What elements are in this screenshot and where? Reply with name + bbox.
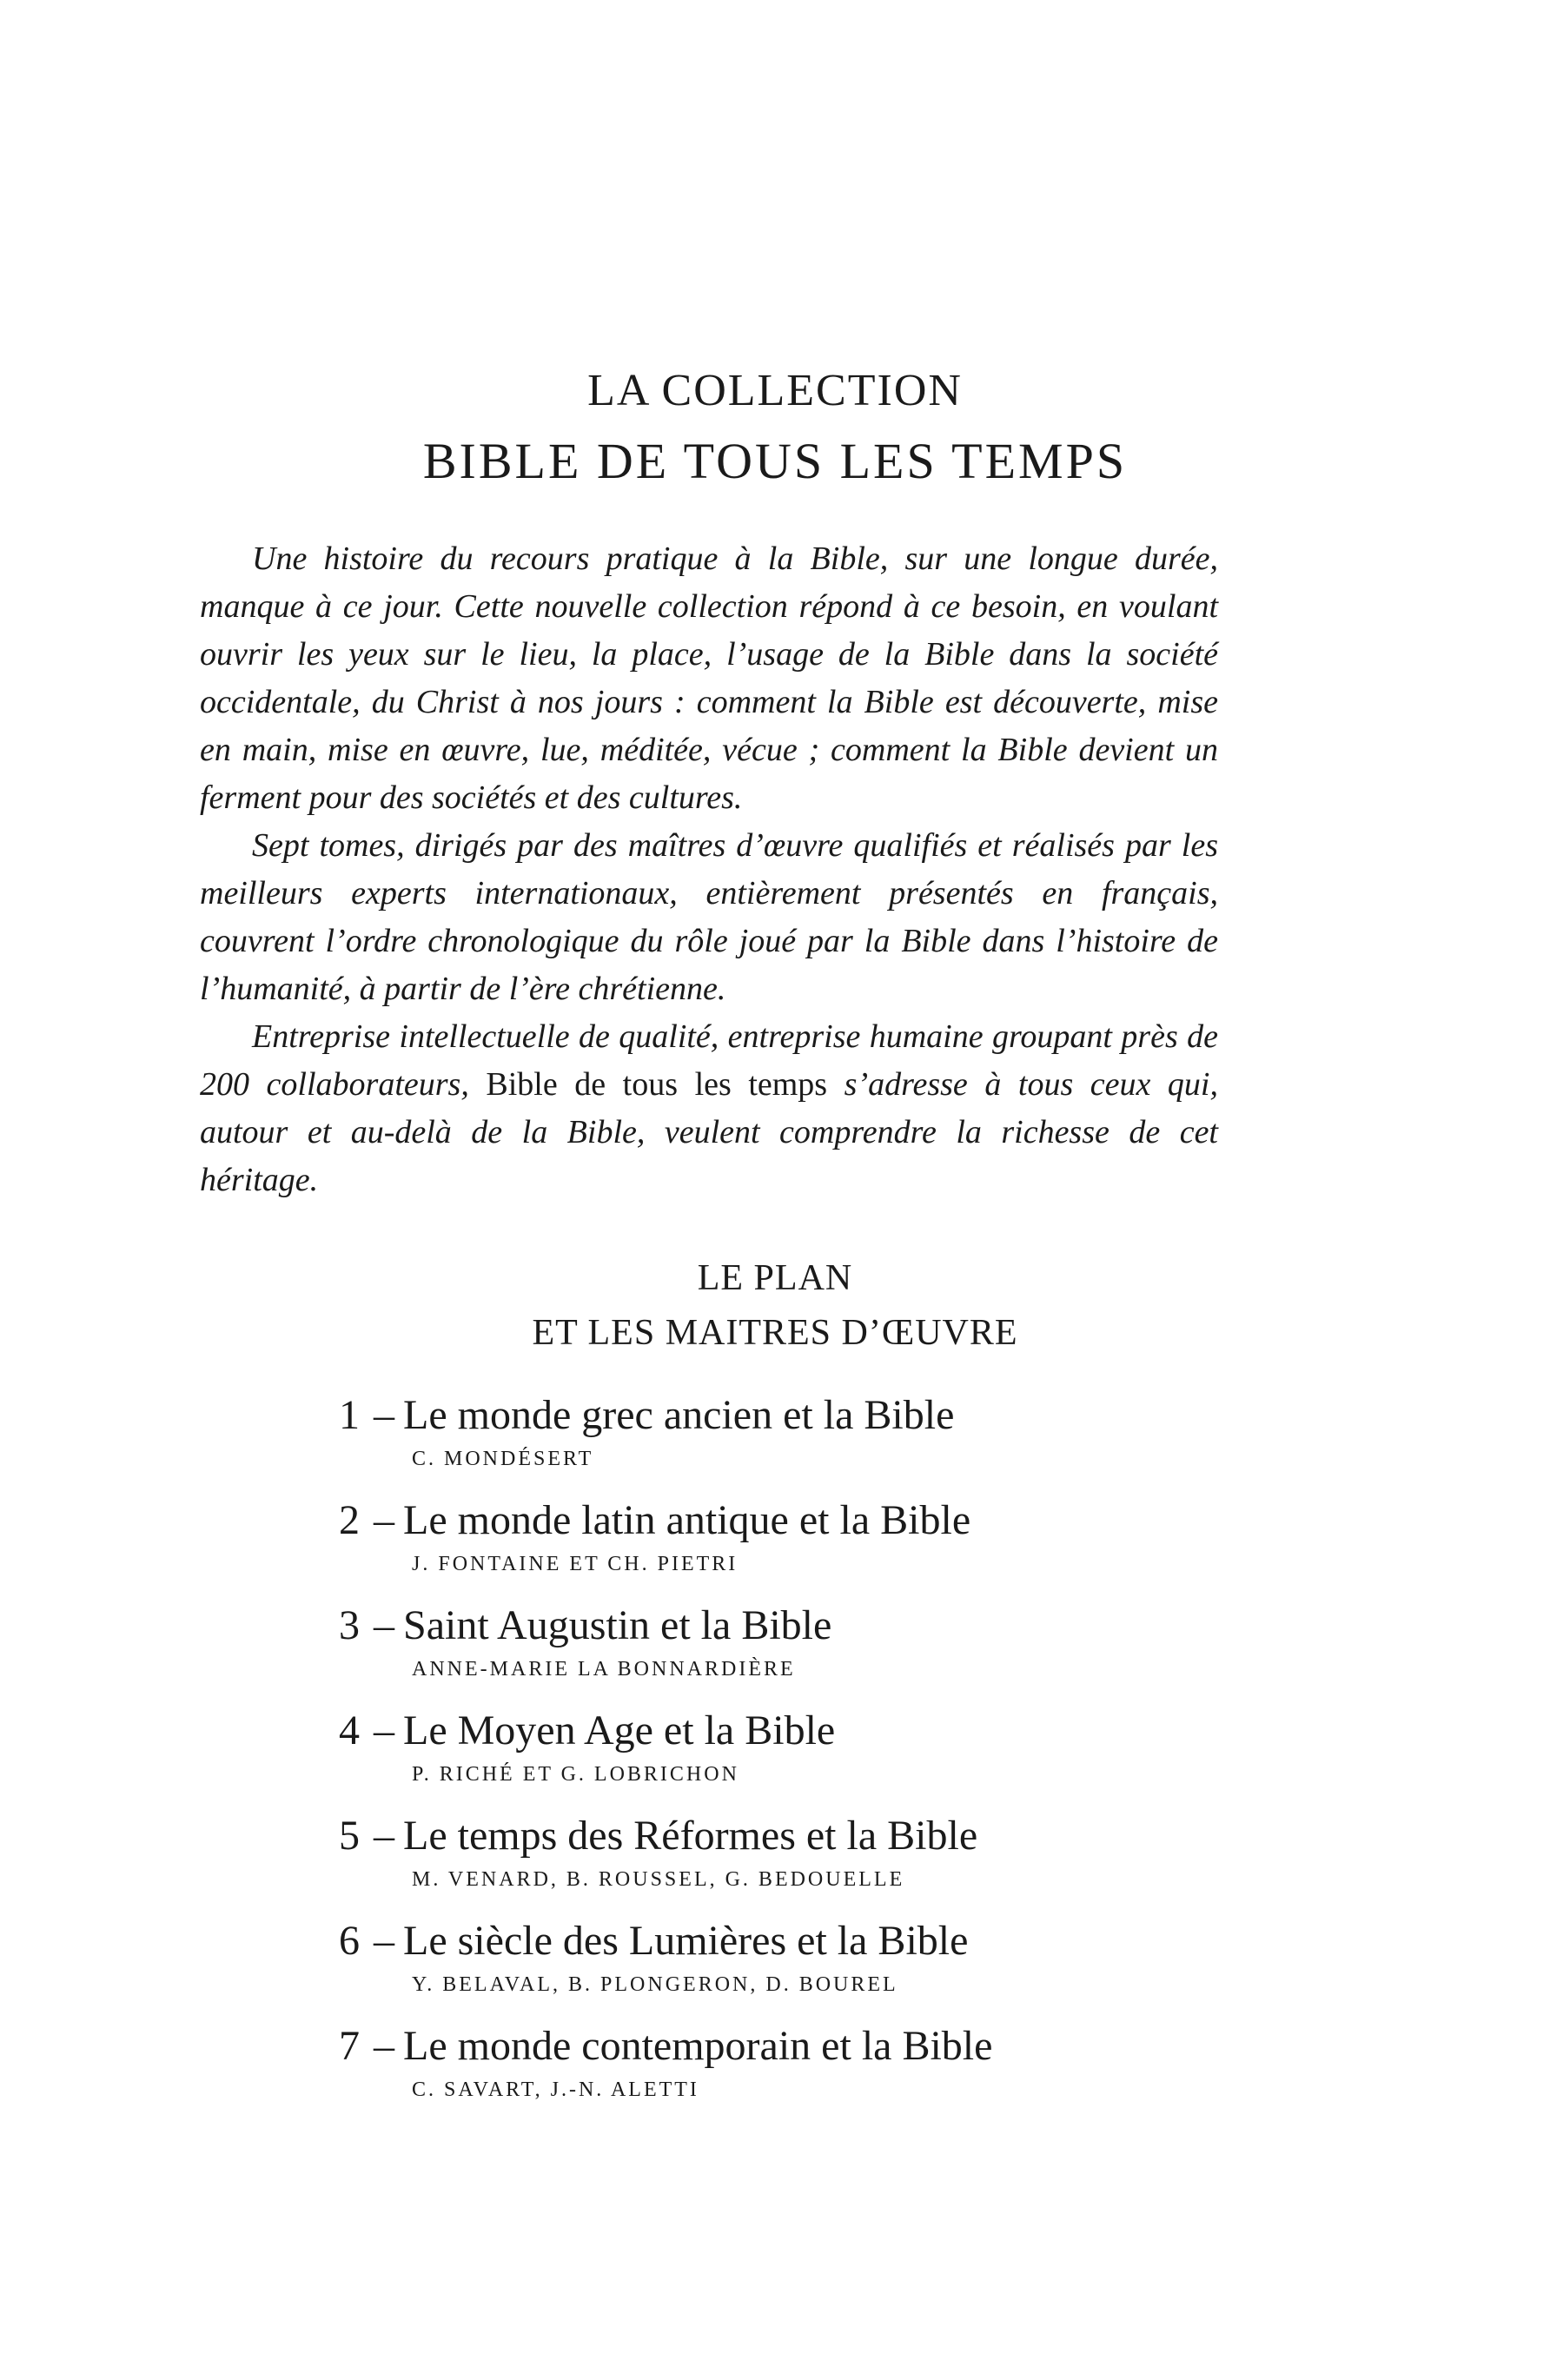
volume-number: 2 <box>339 1497 360 1543</box>
volume-title: Le monde contemporain et la Bible <box>403 2023 993 2069</box>
collection-label: LA COLLECTION <box>587 366 963 415</box>
volume-number: 5 <box>339 1813 360 1859</box>
collection-title: BIBLE DE TOUS LES TEMPS <box>422 433 1128 489</box>
intro-paragraph-1: Une histoire du recours pratique à la Bible, sur une longue durée, manque à ce jour. Cette nouvelle collection répond à ce besoin, en voulant ouvrir les yeux sur le lieu, la place, l’usage de la Bible dans la société occidentale, du Christ à nos jours : comment la Bible est découverte, mise en main, mise en œuvre, lue, méditée, vécue ; comment la Bible devient un ferment pour des sociétés et des cultures. <box>200 540 1218 816</box>
volume-dash: – <box>374 1497 394 1543</box>
intro-text <box>200 535 1218 1204</box>
plan-heading: LE PLAN <box>697 1258 853 1298</box>
volume-dash: – <box>374 1602 394 1648</box>
volume-number: 6 <box>339 1918 360 1964</box>
volume-entry <box>339 1920 1295 1995</box>
volume-entry <box>339 1815 1295 1890</box>
volume-number: 3 <box>339 1602 360 1648</box>
intro-paragraph-3-start: Entreprise intellectuelle de qualité, entreprise humaine groupant près de 200 collaborateurs, <box>200 1018 1218 1103</box>
intro-paragraph-3-end: s’adresse à tous ceux qui, autour et au-delà de la Bible, veulent comprendre la richesse de cet héritage. <box>200 1066 1218 1198</box>
volume-title: Le monde latin antique et la Bible <box>403 1497 971 1543</box>
volume-authors: J. FONTAINE ET CH. PIETRI <box>412 1553 739 1575</box>
volume-title: Le temps des Réformes et la Bible <box>403 1813 978 1859</box>
intro-paragraph-2: Sept tomes, dirigés par des maîtres d’œuvre qualifiés et réalisés par les meilleurs experts internationaux, entièrement présentés en français, couvrent l’ordre chronologique du rôle joué par la Bible dans l’histoire de l’humanité, à partir de l’ère chrétienne. <box>200 827 1218 1007</box>
volume-entry <box>339 1392 1295 1470</box>
plan-subheading: ET LES MAITRES D’ŒUVRE <box>532 1313 1018 1353</box>
volume-authors: ANNE-MARIE LA BONNARDIÈRE <box>412 1658 796 1681</box>
intro-collection-name: Bible de tous les temps <box>486 1066 828 1103</box>
volume-dash: – <box>374 1392 394 1438</box>
volume-authors: C. SAVART, J.-N. ALETTI <box>412 2078 699 2101</box>
volume-authors: Y. BELAVAL, B. PLONGERON, D. BOUREL <box>412 1973 898 1996</box>
volume-number: 4 <box>339 1707 360 1754</box>
volume-dash: – <box>374 2023 394 2069</box>
volume-entry <box>339 1602 1295 1681</box>
volume-dash: – <box>374 1918 394 1964</box>
volume-entry <box>339 2025 1295 2100</box>
volume-title: Le siècle des Lumières et la Bible <box>403 1918 969 1964</box>
volume-title: Le monde grec ancien et la Bible <box>403 1392 955 1438</box>
volume-dash: – <box>374 1707 394 1754</box>
volume-entry <box>339 1497 1295 1575</box>
volume-number: 1 <box>339 1392 360 1438</box>
volume-title: Saint Augustin et la Bible <box>403 1602 832 1648</box>
volume-dash: – <box>374 1813 394 1859</box>
volume-entry <box>339 1707 1295 1786</box>
intro-paragraph-3 <box>200 1013 1218 1204</box>
volume-authors: M. VENARD, B. ROUSSEL, G. BEDOUELLE <box>412 1868 905 1891</box>
volume-number: 7 <box>339 2023 360 2069</box>
volume-title: Le Moyen Age et la Bible <box>403 1707 836 1754</box>
volume-authors: C. MONDÉSERT <box>412 1448 594 1470</box>
volume-authors: P. RICHÉ ET G. LOBRICHON <box>412 1763 739 1786</box>
